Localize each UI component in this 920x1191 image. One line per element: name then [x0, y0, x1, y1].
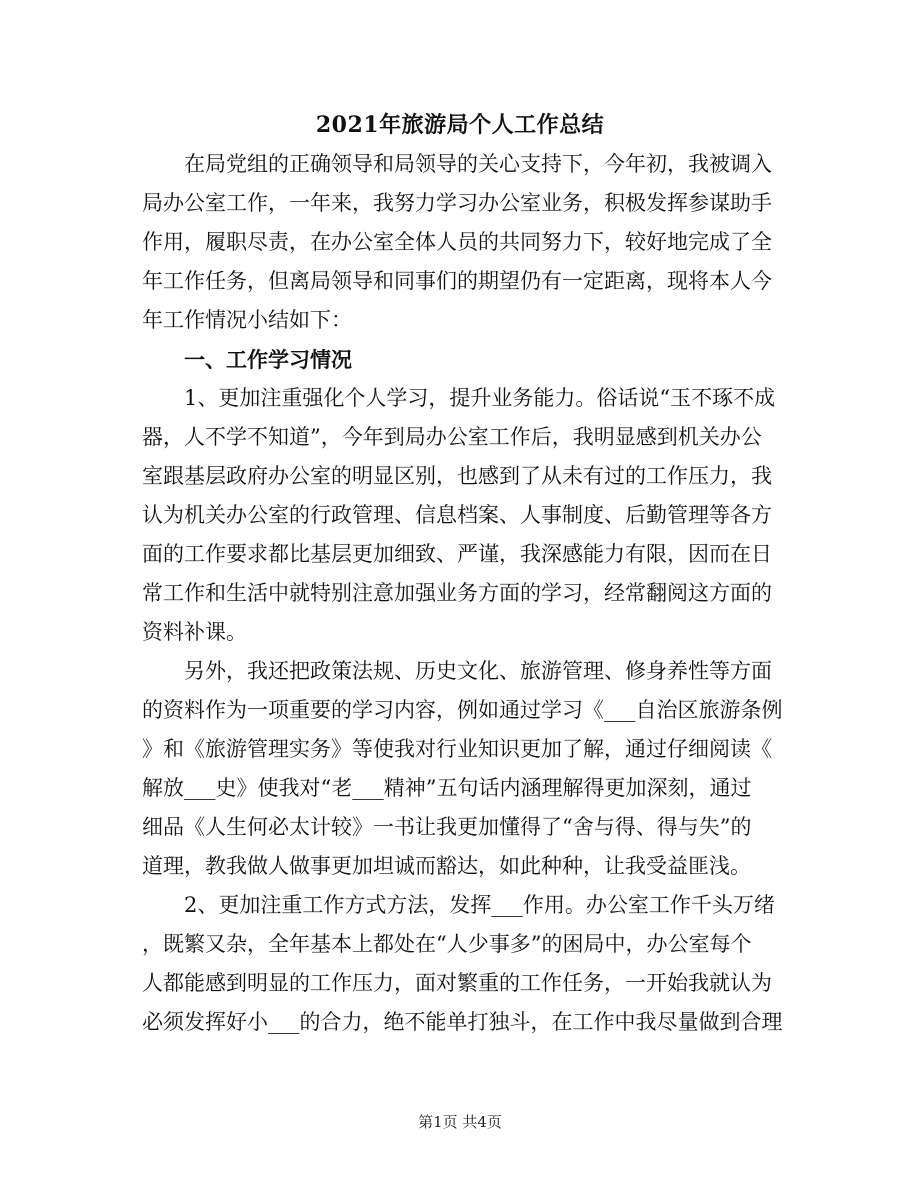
page-number: 第1页 共4页: [418, 1113, 502, 1131]
section-heading: 一、工作学习情况: [184, 347, 352, 372]
paragraph-line: 1、更加注重强化个人学习，提升业务能力。俗话说“玉不琢不成: [184, 386, 776, 410]
paragraph-line: 年工作任务，但离局领导和同事们的期望仍有一定距离，现将本人今: [142, 269, 772, 293]
paragraph-line: 器，人不学不知道”，今年到局办公室工作后，我明显感到机关办公: [142, 425, 762, 449]
paragraph-line: 认为机关办公室的行政管理、信息档案、人事制度、后勤管理等各方: [142, 503, 772, 527]
paragraph-line: 局办公室工作，一年来，我努力学习办公室业务，积极发挥参谋助手: [142, 191, 772, 215]
paragraph-line: 另外，我还把政策法规、历史文化、旅游管理、修身养性等方面: [184, 659, 772, 683]
document-body: [142, 145, 782, 1042]
paragraph-line: ，既繁又杂，全年基本上都处在“人少事多”的困局中，办公室每个: [142, 932, 752, 956]
paragraph-line: 年工作情况小结如下：: [142, 308, 352, 332]
paragraph-line: 常工作和生活中就特别注意加强业务方面的学习，经常翻阅这方面的: [142, 581, 772, 605]
paragraph-line: 必须发挥好小___的合力，绝不能单打独斗，在工作中我尽量做到合理: [142, 1010, 782, 1034]
paragraph-line: 面的工作要求都比基层更加细致、严谨，我深感能力有限，因而在日: [142, 542, 772, 566]
paragraph-line: 》和《旅游管理实务》等使我对行业知识更加了解，通过仔细阅读《: [142, 737, 772, 761]
paragraph-line: 的资料作为一项重要的学习内容，例如通过学习《___自治区旅游条例: [142, 698, 782, 722]
paragraph-line: 人都能感到明显的工作压力，面对繁重的工作任务，一开始我就认为: [142, 971, 772, 995]
paragraph-line: 作用，履职尽责，在办公室全体人员的共同努力下，较好地完成了全: [142, 230, 772, 254]
paragraph-line: 资料补课。: [142, 620, 247, 644]
paragraph-line: 细品《人生何必太计较》一书让我更加懂得了“舍与得、得与失”的: [142, 815, 752, 839]
paragraph-line: 2、更加注重工作方式方法，发挥___作用。办公室工作千头万绪: [184, 893, 775, 917]
document-title: 2021年旅游局个人工作总结: [315, 112, 605, 138]
paragraph-line: 在局党组的正确领导和局领导的关心支持下，今年初，我被调入: [184, 152, 772, 176]
paragraph-line: 解放___史》使我对“老___精神”五句话内涵理解得更加深刻，通过: [142, 776, 752, 800]
paragraph-line: 道理，教我做人做事更加坦诚而豁达，如此种种，让我受益匪浅。: [142, 854, 751, 878]
paragraph-line: 室跟基层政府办公室的明显区别，也感到了从未有过的工作压力，我: [142, 464, 772, 488]
